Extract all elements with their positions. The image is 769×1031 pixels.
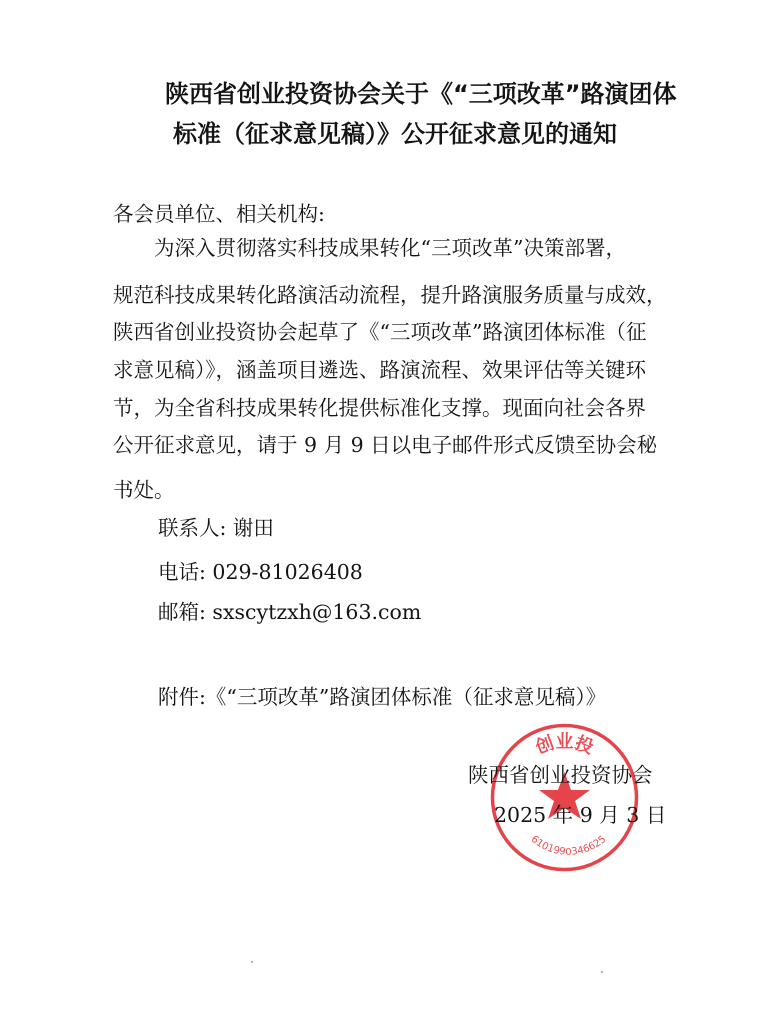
official-seal bbox=[487, 720, 642, 875]
document-title bbox=[165, 74, 725, 154]
signature-date: 2025 年 9 月 3 日 bbox=[494, 803, 667, 827]
body-line: 规范科技成果转化路演活动流程，提升路演服务质量与成效， bbox=[113, 283, 667, 307]
contact-phone: 电话: 029-81026408 bbox=[158, 560, 363, 584]
body-line: 公开征求意见，请于 9 月 9 日以电子邮件形式反馈至协会秘 bbox=[113, 433, 658, 457]
title-line-2: 标准（征求意见稿）》公开征求意见的通知 bbox=[173, 120, 617, 148]
scan-dot bbox=[251, 961, 253, 963]
seal-top-text: 创业投 bbox=[532, 731, 597, 759]
body-line: 陕西省创业投资协会起草了《“三项改革”路演团体标准（征 bbox=[113, 320, 647, 344]
signature-org: 陕西省创业投资协会 bbox=[468, 763, 653, 787]
body-line: 节，为全省科技成果转化提供标准化支撑。现面向社会各界 bbox=[113, 396, 646, 420]
scan-dot bbox=[601, 971, 603, 973]
seal-code: 6101990346625 bbox=[528, 833, 609, 858]
seal-code-path bbox=[529, 834, 609, 858]
contact-email: 邮箱: sxscytzxh@163.com bbox=[158, 600, 422, 624]
body-line: 求意见稿）》，涵盖项目遴选、路演流程、效果评估等关键环 bbox=[113, 358, 646, 382]
title-line-1: 陕西省创业投资协会关于《“三项改革”路演团体 bbox=[165, 80, 677, 108]
attachment: 附件:《“三项改革”路演团体标准（征求意见稿）》 bbox=[158, 685, 607, 709]
contact-person: 联系人: 谢田 bbox=[158, 516, 274, 540]
body-line: 为深入贯彻落实科技成果转化“三项改革”决策部署， bbox=[113, 236, 626, 260]
salutation: 各会员单位、相关机构: bbox=[113, 202, 325, 226]
seal-top-text-path bbox=[532, 732, 597, 759]
body-line: 书处。 bbox=[113, 478, 175, 502]
